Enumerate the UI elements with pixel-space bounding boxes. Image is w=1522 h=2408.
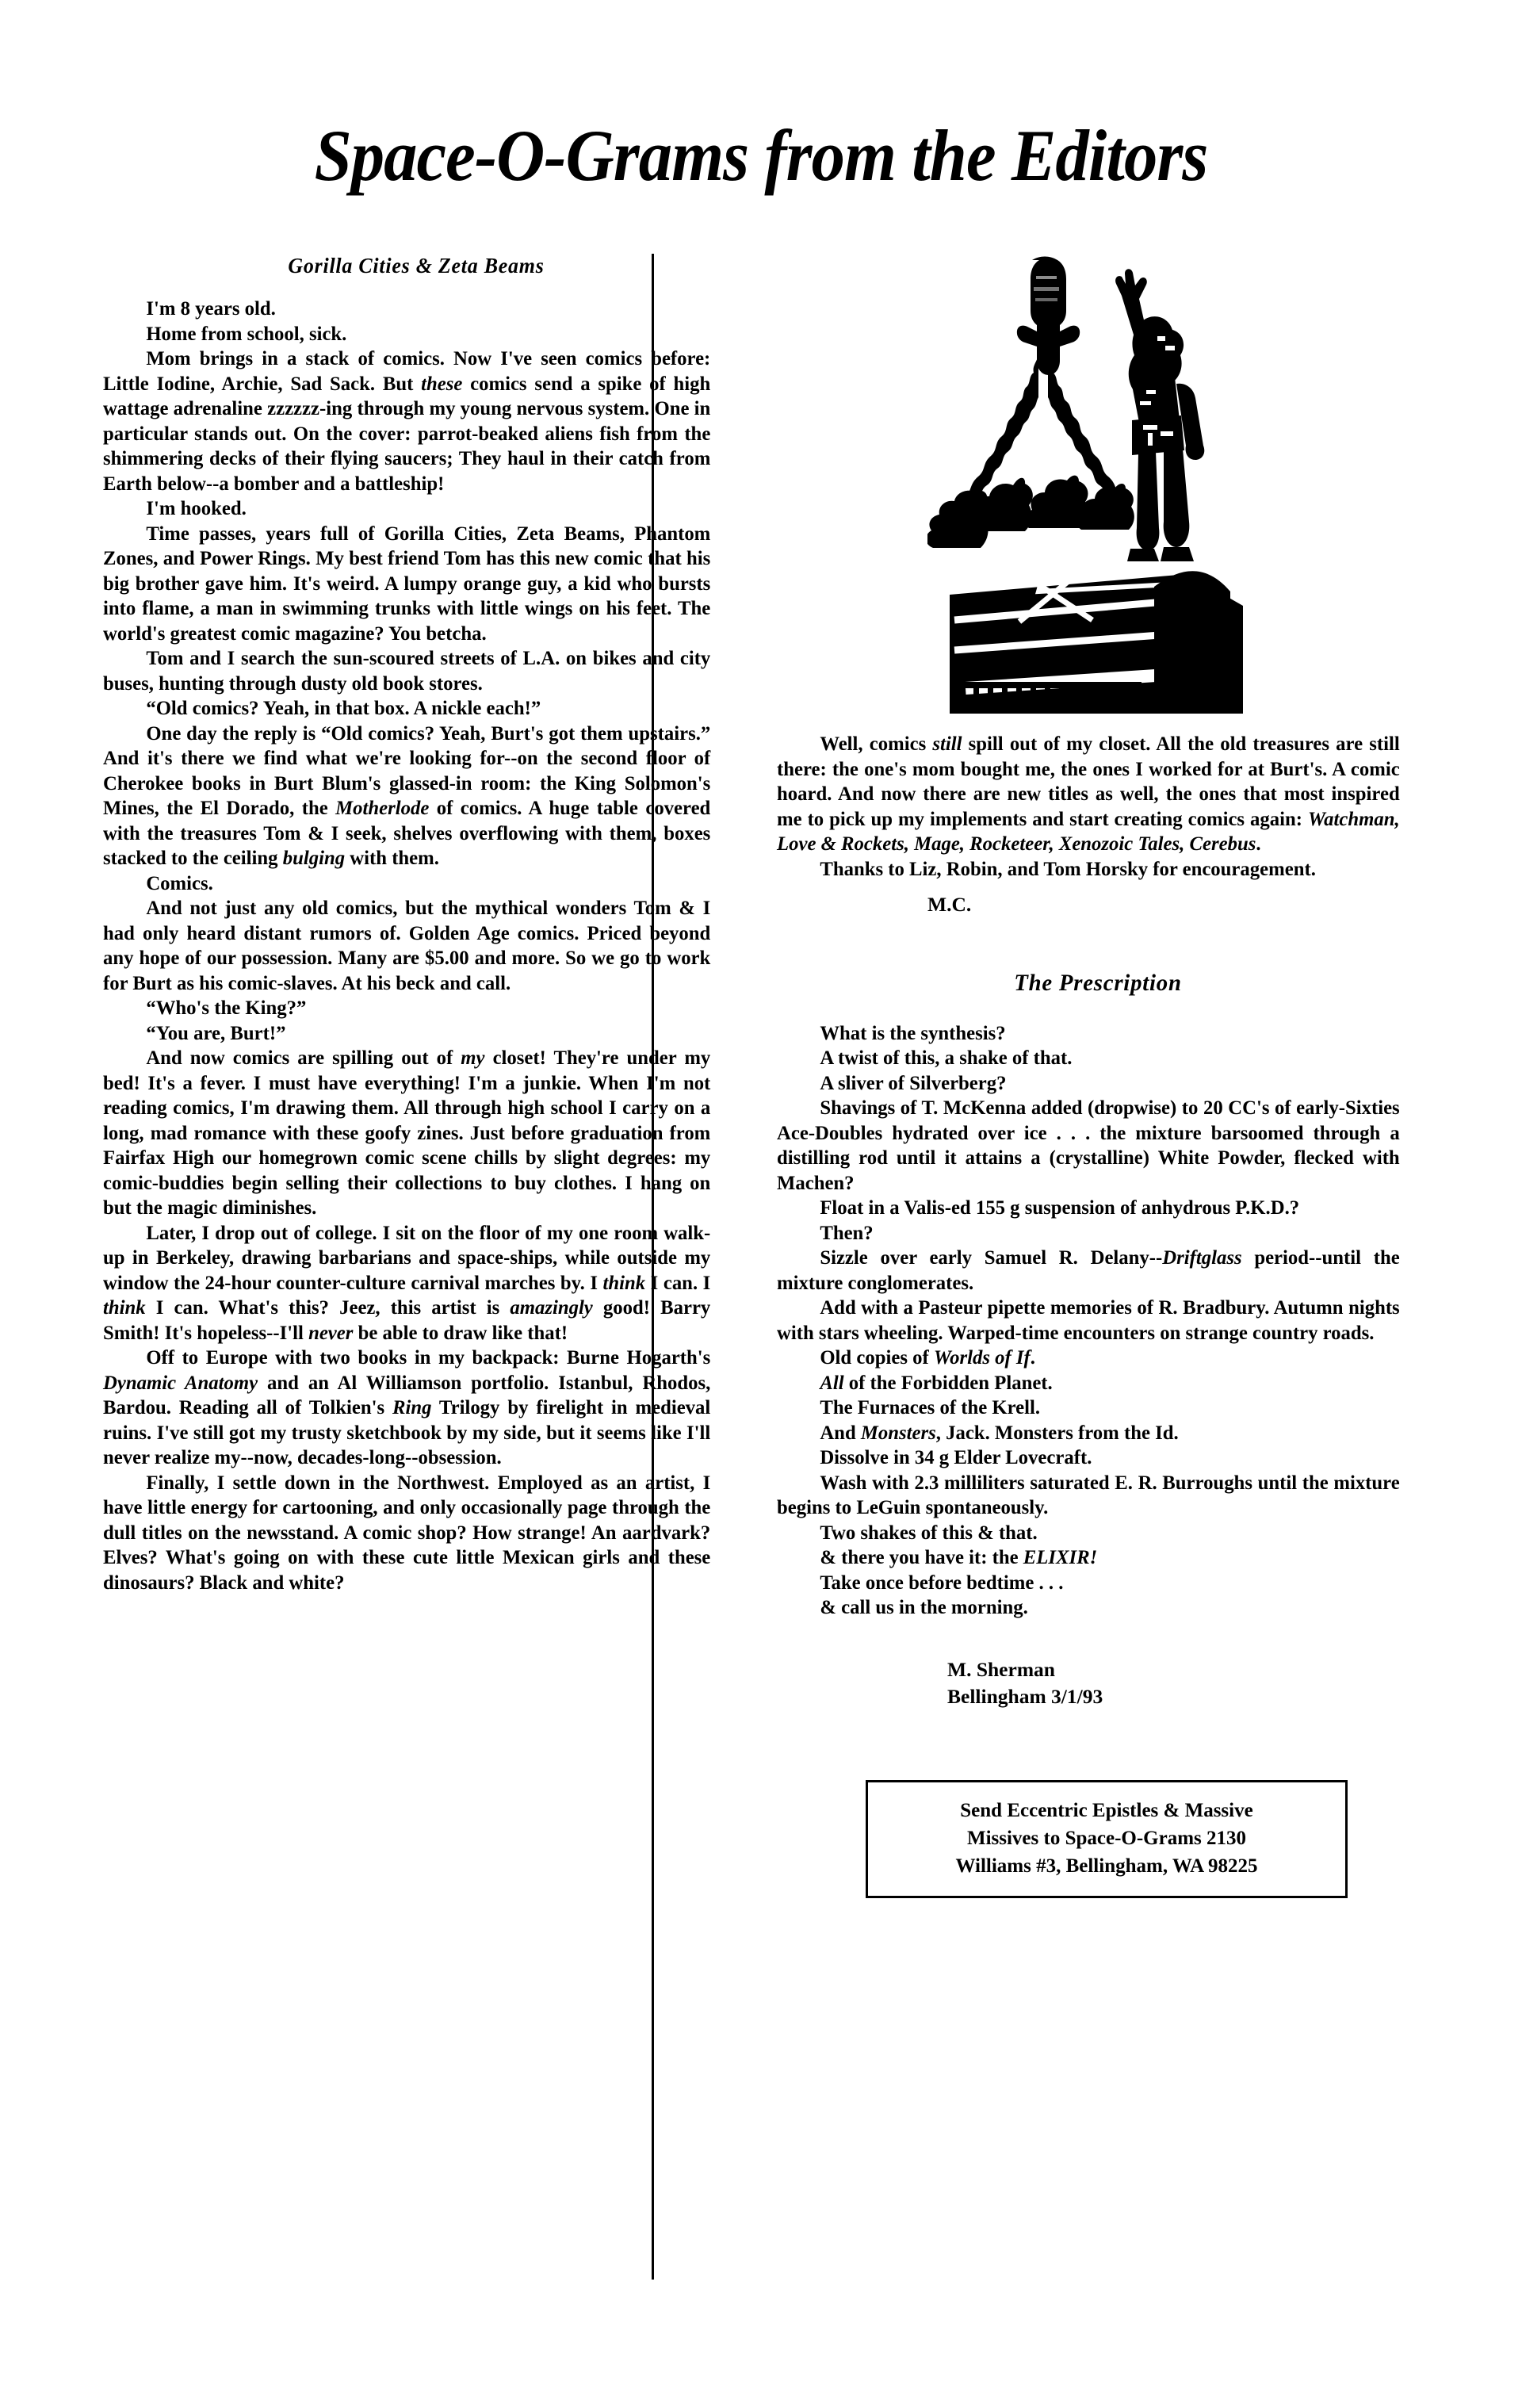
- right-column: [777, 254, 1419, 1898]
- paragraph: “Old comics? Yeah, in that box. A nickle each!”: [146, 696, 541, 719]
- right-column-article: [777, 731, 1400, 881]
- address-box: [866, 1780, 1348, 1898]
- left-column-article: [103, 296, 710, 1594]
- paragraph: A sliver of Silverberg?: [820, 1070, 1007, 1094]
- paragraph: Off to Europe with two books in my backpack: Burne Hogarth's Dynamic Anatomy and an Al Williamson portfolio. Istanbul, Rhodos, Bardou. Reading all of Tolkien's Ring Trilogy by firelight in medieval ruins. I've still got my trusty sketchbook by my side, but it seems like I'll never realize my--now, decades-long--obsession.: [103, 1346, 711, 1468]
- paragraph: The Furnaces of the Krell.: [820, 1395, 1041, 1418]
- prescription-article: [777, 1020, 1400, 1620]
- paragraph: Add with a Pasteur pipette memories of R. Bradbury. Autumn nights with stars wheeling. Warped-time encounters on strange country roads.: [777, 1296, 1400, 1344]
- rocket-launch-and-figure-illustration: [927, 254, 1268, 714]
- signature-place-date: Bellingham 3/1/93: [947, 1684, 1103, 1708]
- paragraph: Time passes, years full of Gorilla Cities, Zeta Beams, Phantom Zones, and Power Rings. My best friend Tom has this new comic that his big brother gave him. It's weird. A lumpy orange guy, a kid who bursts into flame, a man in swimming trunks with little wings on his feet. The world's greatest comic magazine? You betcha.: [103, 521, 711, 645]
- paragraph: Dissolve in 34 g Elder Lovecraft.: [820, 1445, 1092, 1468]
- paragraph: What is the synthesis?: [820, 1020, 1006, 1044]
- paragraph: Two shakes of this & that.: [820, 1520, 1038, 1544]
- paragraph: And now comics are spilling out of my closet! They're under my bed! It's a fever. I must have everything! I'm a junkie. When I'm not reading comics, I'm drawing them. All through high school I carry on a long, mad romance with these goofy zines. Just before graduation from Fairfax High our homegrown comic scene chills by slight degrees: my comic-buddies begin selling their collections to buy clothes. I hang on but the magic diminishes.: [103, 1046, 711, 1219]
- page-title: Space-O-Grams from the Editors: [314, 115, 1208, 196]
- paragraph: “Who's the King?”: [146, 996, 307, 1019]
- paragraph: & call us in the morning.: [820, 1595, 1028, 1618]
- paragraph: Comics.: [146, 871, 213, 894]
- illustration-container: [777, 254, 1419, 714]
- address-line-3: Williams #3, Bellingham, WA 98225: [955, 1855, 1258, 1877]
- paragraph: Mom brings in a stack of comics. Now I've seen comics before: Little Iodine, Archie, Sad Sack. But these comics send a spike of high wattage adrenaline zzzzzz-ing through my young nervous system. One in particular stands out. On the cover: parrot-beaked aliens fish from the shimmering decks of their flying saucers; They haul in their catch from Earth below--a bomber and a battleship!: [103, 346, 711, 495]
- editor-initials: M.C.: [927, 893, 972, 916]
- left-column: [103, 254, 729, 1594]
- paragraph: Home from school, sick.: [146, 321, 347, 345]
- paragraph: And Monsters, Jack. Monsters from the Id.: [820, 1420, 1179, 1444]
- paragraph: I'm 8 years old.: [146, 297, 276, 320]
- paragraph: I'm hooked.: [146, 496, 247, 519]
- paragraph: Tom and I search the sun-scoured streets of L.A. on bikes and city buses, hunting through dusty old book stores.: [103, 646, 711, 695]
- paragraph: Take once before bedtime . . .: [820, 1570, 1064, 1594]
- paragraph: Sizzle over early Samuel R. Delany--Driftglass period--until the mixture conglomerates.: [777, 1246, 1400, 1294]
- paragraph: All of the Forbidden Planet.: [820, 1370, 1053, 1394]
- paragraph: Thanks to Liz, Robin, and Tom Horsky for encouragement.: [820, 856, 1316, 880]
- paragraph: Wash with 2.3 milliliters saturated E. R. Burroughs until the mixture begins to LeGuin spontaneously.: [777, 1470, 1400, 1518]
- paragraph: Later, I drop out of college. I sit on the floor of my one room walk-up in Berkeley, drawing barbarians and space-ships, while outside my window the 24-hour counter-culture carnival marches by. I think I can. I think I can. What's this? Jeez, this artist is amazingly good! Barry Smith! It's hopeless--I'll never be able to draw like that!: [103, 1220, 711, 1344]
- paragraph: Well, comics still spill out of my closet. All the old treasures are still there: the one's mom bought me, the ones I worked for at Burt's. A comic hoard. And now there are new titles as well, the ones that most inspired me to pick up my implements and start creating comics again: Watchman, Love & Rockets, Mage, Rocketeer, Xenozoic Tales, Cerebus.: [777, 732, 1400, 855]
- address-line-2: Missives to Space-O-Grams 2130: [966, 1827, 1247, 1849]
- paragraph: Then?: [820, 1220, 874, 1244]
- paragraph: Float in a Valis-ed 155 g suspension of anhydrous P.K.D.?: [820, 1196, 1300, 1219]
- paragraph: A twist of this, a shake of that.: [820, 1046, 1073, 1069]
- paragraph: And not just any old comics, but the mythical wonders Tom & I had only heard distant rumors of. Golden Age comics. Priced beyond any hope of our possession. Many are $5.00 and more. So we go to work for Burt as his comic-slaves. At his beck and call.: [103, 896, 711, 994]
- left-column-heading: Gorilla Cities & Zeta Beams: [288, 254, 545, 278]
- paragraph: Old copies of Worlds of If.: [820, 1346, 1035, 1369]
- paragraph: One day the reply is “Old comics? Yeah, Burt's got them upstairs.” And it's there we find what we're looking for--on the second floor of Cherokee books in Burt Blum's glassed-in room: the King Solomon's Mines, the El Dorado, the Motherlode of comics. A huge table covered with the treasures Tom & I seek, shelves overflowing with them, boxes stacked to the ceiling bulging with them.: [103, 721, 711, 869]
- paragraph: Shavings of T. McKenna added (dropwise) to 20 CC's of early-Sixties Ace-Doubles hydrated over ice . . . the mixture barsoomed through a distilling rod until it attains a (crystalline) White Powder, flecked with Machen?: [777, 1096, 1400, 1194]
- signature-name: M. Sherman: [947, 1657, 1055, 1681]
- masthead: [0, 115, 1522, 196]
- paragraph: “You are, Burt!”: [146, 1020, 286, 1044]
- address-line-1: Send Eccentric Epistles & Massive: [960, 1799, 1253, 1821]
- prescription-signature: [777, 1656, 1419, 1710]
- paragraph: Finally, I settle down in the Northwest. Employed as an artist, I have little energy for cartooning, and only occasionally page through the dull titles on the newsstand. A comic shop? How strange! An aardvark? Elves? What's going on with these cute little Mexican girls and these dinosaurs? Black and white?: [103, 1470, 711, 1594]
- paragraph: & there you have it: the ELIXIR!: [820, 1545, 1098, 1568]
- prescription-heading: The Prescription: [1014, 969, 1182, 996]
